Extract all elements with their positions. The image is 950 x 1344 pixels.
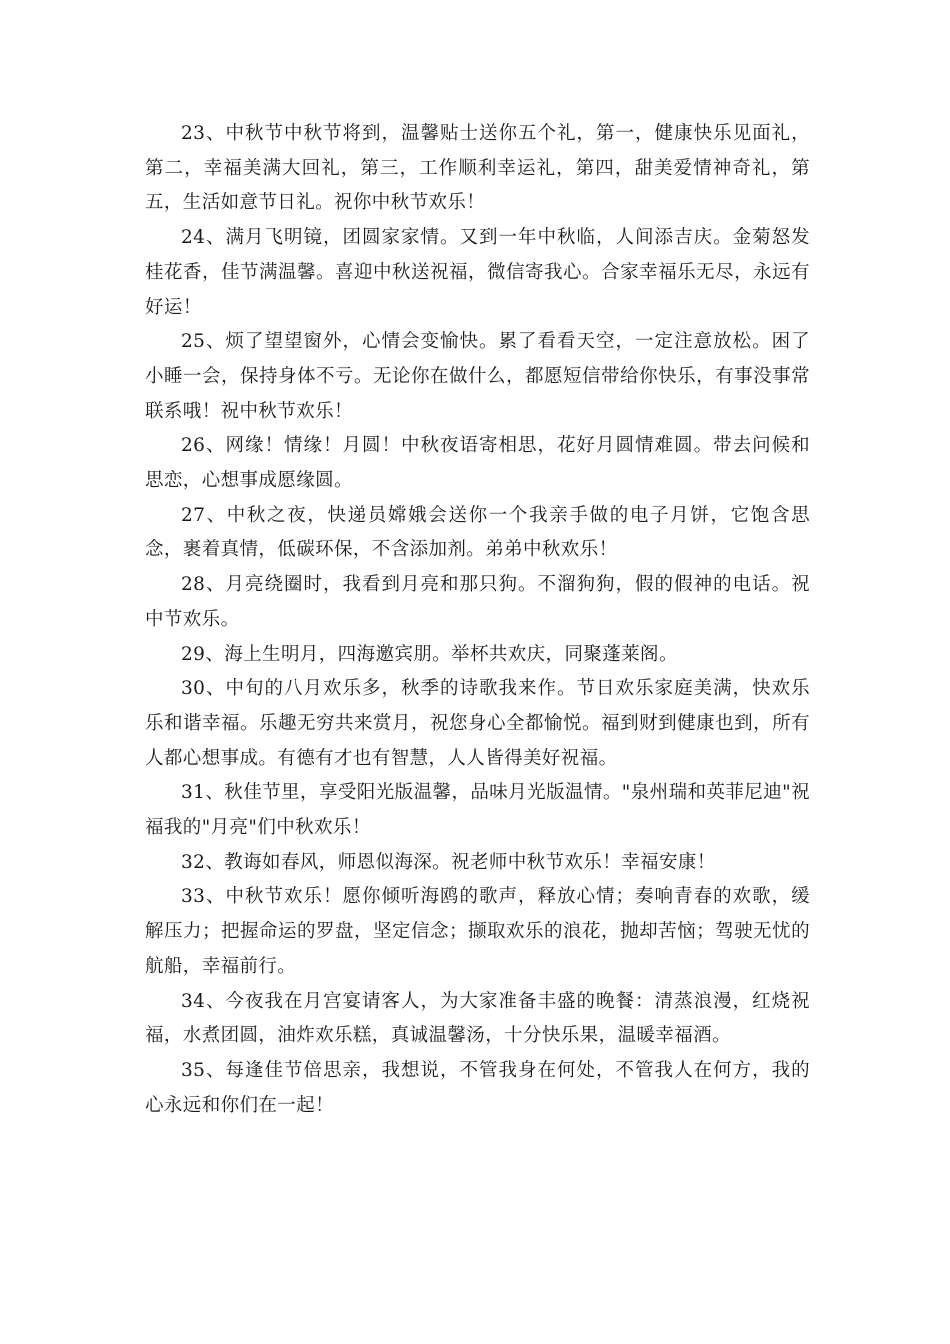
paragraph-25: 25、烦了望望窗外，心情会变愉快。累了看看天空，一定注意放松。困了小睡一会，保持身体不亏。无论你在做什么，都愿短信带给你快乐，有事没事常联系哦！祝中秋节欢乐！ (145, 331, 810, 422)
paragraph-24: 24、满月飞明镜，团圆家家情。又到一年中秋临，人间添吉庆。金菊怒发桂花香，佳节满温馨。喜迎中秋送祝福，微信寄我心。合家幸福乐无尽，永远有好运！ (145, 227, 810, 318)
paragraph-23: 23、中秋节中秋节将到，温馨贴士送你五个礼，第一，健康快乐见面礼，第二，幸福美满大回礼，第三，工作顺利幸运礼，第四，甜美爱情神奇礼，第五，生活如意节日礼。祝你中秋节欢乐！ (145, 123, 810, 214)
paragraph-31: 31、秋佳节里，享受阳光版温馨，品味月光版温情。"泉州瑞和英菲尼迪"祝福我的"月亮"们中秋欢乐！ (145, 782, 810, 839)
paragraph-35: 35、每逢佳节倍思亲，我想说，不管我身在何处，不管我人在何方，我的心永远和你们在一起！ (145, 1059, 810, 1116)
paragraph-34: 34、今夜我在月宫宴请客人，为大家准备丰盛的晚餐：清蒸浪漫，红烧祝福，水煮团圆，油炸欢乐糕，真诚温馨汤，十分快乐果，温暖幸福酒。 (145, 990, 810, 1047)
paragraph-33: 33、中秋节欢乐！愿你倾听海鸥的歌声，释放心情；奏响青春的欢歌，缓解压力；把握命运的罗盘，坚定信念；撷取欢乐的浪花，抛却苦恼；驾驶无忧的航船，幸福前行。 (145, 886, 810, 977)
paragraph-30: 30、中旬的八月欢乐多，秋季的诗歌我来作。节日欢乐家庭美满，快欢乐乐和谐幸福。乐趣无穷共来赏月，祝您身心全都愉悦。福到财到健康也到，所有人都心想事成。有德有才也有智慧，人人皆得美好祝福。 (145, 678, 810, 769)
paragraph-28: 28、月亮绕圈时，我看到月亮和那只狗。不溜狗狗，假的假神的电话。祝中节欢乐。 (145, 574, 810, 630)
document-body (145, 117, 810, 1123)
paragraph-29: 29、海上生明月，四海邀宾朋。举杯共欢庆，同聚蓬莱阁。 (181, 643, 678, 665)
paragraph-26: 26、网缘！情缘！月圆！中秋夜语寄相思，花好月圆情难圆。带去问候和思恋，心想事成愿缘圆。 (145, 435, 810, 492)
paragraph-32: 32、教诲如春风，师恩似海深。祝老师中秋节欢乐！幸福安康！ (181, 851, 716, 873)
paragraph-27: 27、中秋之夜，快递员嫦娥会送你一个我亲手做的电子月饼，它饱含思念，裹着真情，低碳环保，不含添加剂。弟弟中秋欢乐！ (145, 504, 810, 561)
